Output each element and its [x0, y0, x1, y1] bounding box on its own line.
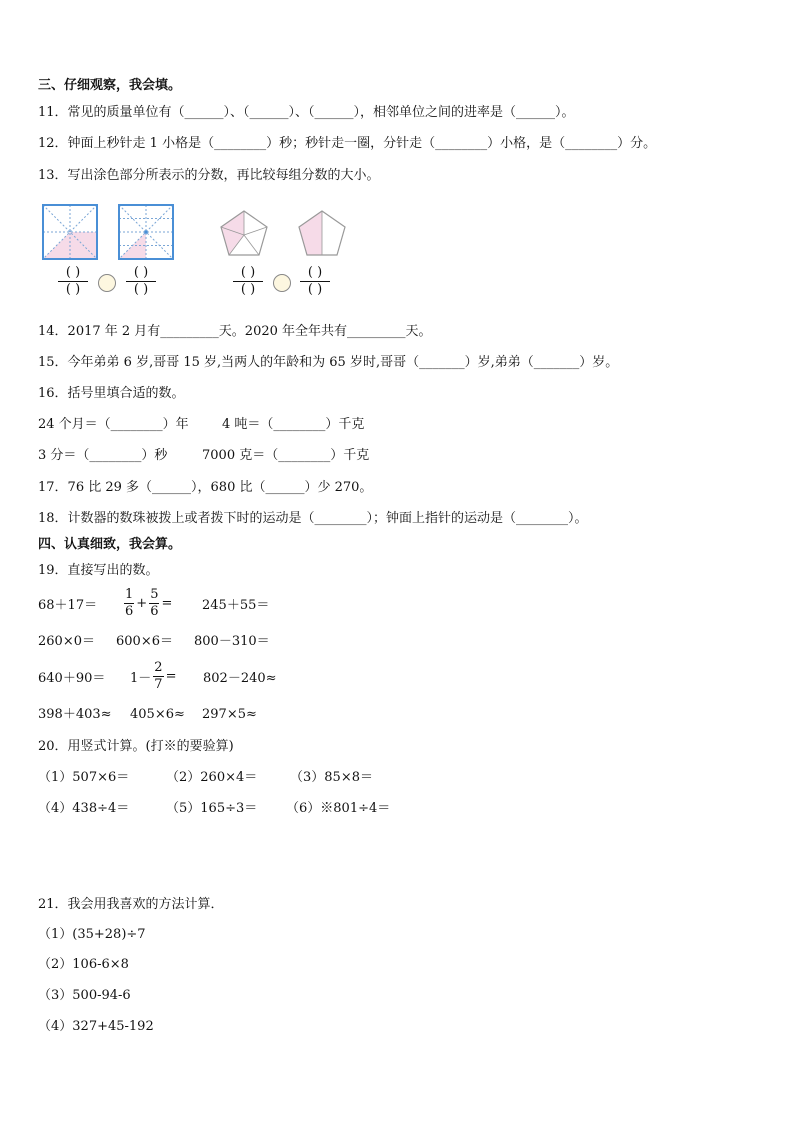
- pentagon-figure-2: [297, 209, 347, 259]
- compare-circle-2[interactable]: [272, 273, 292, 293]
- calc-19-j: 398＋403≈: [38, 707, 112, 722]
- compare-circle-1[interactable]: [97, 273, 117, 293]
- fraction-blank-2[interactable]: [126, 265, 156, 298]
- minuend: 1－: [130, 671, 152, 686]
- fraction-numerator: 5: [150, 587, 159, 602]
- calc-20-5: （5）165÷3＝: [166, 801, 258, 816]
- fraction-denominator: 7: [154, 677, 163, 692]
- calc-19-g: 640＋90＝: [38, 671, 106, 686]
- calc-19-h: [130, 660, 176, 693]
- fraction-blank-numerator: ( ): [300, 265, 330, 282]
- question-16: 16．括号里填合适的数。: [38, 386, 185, 401]
- calc-21-1: （1）(35+28)÷7: [38, 927, 146, 942]
- calc-21-2: （2）106-6×8: [38, 957, 129, 972]
- calc-20-3: （3）85×8＝: [290, 770, 373, 785]
- section-4-title: 四、认真细致，我会算。: [38, 537, 182, 552]
- fraction-blank-denominator: ( ): [307, 282, 323, 297]
- calc-20-2: （2）260×4＝: [166, 770, 258, 785]
- question-16-c: 3 分＝（________）秒: [38, 448, 168, 463]
- calc-19-l: 297×5≈: [202, 707, 257, 722]
- question-21: 21．我会用我喜欢的方法计算．: [38, 897, 224, 912]
- fraction: [153, 660, 163, 693]
- question-16-d: 7000 克＝（________）千克: [202, 448, 370, 463]
- calc-19-d: 260×0＝: [38, 634, 95, 649]
- section-3-title: 三、仔细观察，我会填。: [38, 78, 182, 93]
- calc-21-3: （3）500-94-6: [38, 988, 131, 1003]
- calc-20-4: （4）438÷4＝: [38, 801, 130, 816]
- fraction-blank-denominator: ( ): [65, 282, 81, 297]
- calc-20-1: （1）507×6＝: [38, 770, 130, 785]
- fraction-blank-numerator: ( ): [58, 265, 88, 282]
- pentagon-figure-1: [219, 209, 269, 259]
- fraction-blank-4[interactable]: [300, 265, 330, 298]
- calc-19-b: [122, 587, 172, 620]
- question-16-a: 24 个月＝（________）年: [38, 417, 189, 432]
- question-17: 17．76 比 29 多（______），680 比（______）少 270。: [38, 480, 373, 495]
- equals-sign: =: [165, 669, 177, 684]
- question-13: 13．写出涂色部分所表示的分数，再比较每组分数的大小。: [38, 168, 380, 183]
- fraction-numerator: 2: [154, 660, 163, 675]
- fraction-denominator: 6: [125, 604, 134, 619]
- fraction-blank-denominator: ( ): [240, 282, 256, 297]
- fraction-denominator: 6: [150, 604, 159, 619]
- question-18: 18．计数器的数珠被拨上或者拨下时的运动是（________）；钟面上指针的运动是（________）。: [38, 511, 588, 526]
- fraction: [124, 587, 134, 620]
- fraction-blank-numerator: ( ): [126, 265, 156, 282]
- question-11: 11．常见的质量单位有（______）、（______）、（______），相邻单位之间的进率是（______）。: [38, 105, 575, 120]
- calc-19-e: 600×6＝: [116, 634, 173, 649]
- calc-21-4: （4）327+45-192: [38, 1019, 154, 1034]
- fraction-numerator: 1: [125, 587, 134, 602]
- question-12: 12．钟面上秒针走 1 小格是（________）秒；秒针走一圈，分针走（________）小格，是（________）分。: [38, 136, 657, 151]
- fraction-blank-numerator: ( ): [233, 265, 263, 282]
- square-figure-2: [119, 205, 173, 259]
- plus-sign: +: [136, 596, 148, 611]
- square-figure-1: [43, 205, 97, 259]
- calc-19-i: 802－240≈: [203, 671, 277, 686]
- question-15: 15．今年弟弟 6 岁,哥哥 15 岁,当两人的年龄和为 65 岁时,哥哥（_______）岁,弟弟（_______）岁。: [38, 355, 619, 370]
- fraction-blank-3[interactable]: [233, 265, 263, 298]
- fraction-blank-denominator: ( ): [133, 282, 149, 297]
- calc-19-a: 68＋17＝: [38, 598, 98, 613]
- calc-20-6: （6）※801÷4＝: [286, 801, 391, 816]
- fraction-blank-1[interactable]: [58, 265, 88, 298]
- question-16-b: 4 吨＝（________）千克: [222, 417, 365, 432]
- calc-19-c: 245＋55＝: [202, 598, 270, 613]
- question-19: 19．直接写出的数。: [38, 563, 159, 578]
- calc-19-f: 800－310＝: [194, 634, 270, 649]
- calc-19-k: 405×6≈: [130, 707, 185, 722]
- fraction: [149, 587, 159, 620]
- question-14: 14．2017 年 2 月有_________天。2020 年全年共有_________天。: [38, 324, 432, 339]
- question-20: 20．用竖式计算。(打※的要验算): [38, 739, 234, 754]
- equals-sign: =: [161, 596, 173, 611]
